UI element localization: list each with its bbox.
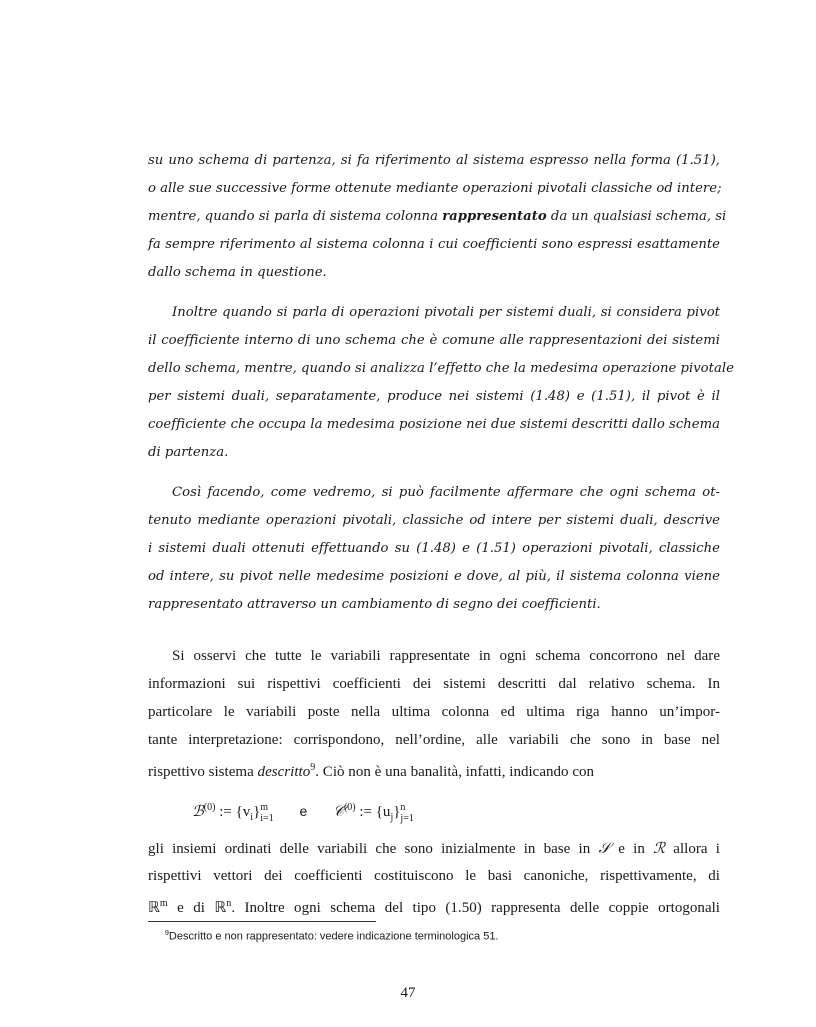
math-limits — [260, 802, 273, 824]
text-line: su uno schema di partenza, si fa riferimento al sistema espresso nella forma (1.51), — [148, 153, 720, 168]
text-line: o alle sue successive forme ottenute mediante operazioni pivotali classiche od intere; — [148, 181, 722, 196]
text-segment: rispettivo sistema — [148, 764, 254, 780]
footnote-text: Descritto e non rappresentato: vedere indicazione terminologica 51. — [168, 930, 499, 943]
text-line: informazioni sui rispettivi coefficienti dei sistemi descritti dal relativo schema. In — [148, 676, 720, 692]
text-line: tante interpretazione: corrispondono, nell’ordine, alle variabili che sono in base nel — [148, 732, 720, 748]
text-segment: e di — [167, 900, 215, 916]
footnote-mark: 9 — [165, 930, 169, 937]
math-sub: j — [390, 812, 394, 823]
text-line: coefficiente che occupa la medesima posizione nei due sistemi descritti dallo schema — [148, 417, 720, 432]
text-segment: allora i — [673, 841, 720, 857]
text-line: particolare le variabili poste nella ultima colonna ed ultima riga hanno un’impor- — [148, 704, 720, 720]
text-line: od intere, su pivot nelle medesime posizioni e dove, al più, il sistema colonna viene — [148, 569, 720, 584]
text-line: per sistemi duali, separatamente, produce nei sistemi (1.48) e (1.51), il pivot è il — [148, 389, 720, 404]
text-line — [148, 895, 720, 917]
text-line: dello schema, mentre, quando si analizza l’effetto che la medesima operazione pivotale — [148, 361, 734, 376]
text-line — [148, 759, 720, 781]
footnote-rule — [148, 921, 376, 922]
text-line — [148, 839, 720, 858]
text-segment: . Ciò non è una banalità, infatti, indicando con — [315, 764, 595, 780]
math-sup: m — [260, 801, 269, 813]
text-line: Così facendo, come vedremo, si può facilmente affermare che ogni schema ot- — [172, 485, 720, 500]
math-text: := {v — [215, 804, 251, 820]
text-line: il coefficiente interno di uno schema che è comune alle rappresentazioni dei sistemi — [148, 333, 720, 348]
math-symbol: ℝ — [214, 900, 227, 916]
math-limits — [400, 802, 413, 824]
math-text: } — [253, 804, 261, 820]
math-sup: n — [226, 898, 232, 909]
math-sup: m — [159, 898, 168, 909]
text-line: tenuto mediante operazioni pivotali, classiche od intere per sistemi duali, descrive — [148, 513, 720, 528]
math-sup: n — [400, 801, 406, 813]
math-symbol: ℛ — [653, 839, 666, 857]
math-sub: j=1 — [400, 812, 414, 824]
math-text: } — [393, 804, 401, 820]
display-formula — [192, 798, 414, 828]
math-symbol: ℬ — [192, 802, 204, 820]
footnote — [165, 927, 499, 944]
text-segment: gli insiemi ordinati delle variabili che sono inizialmente in base in — [148, 841, 591, 857]
text-line — [148, 208, 727, 226]
page-number: 47 — [400, 985, 416, 1001]
text-segment: mentre, quando si parla di sistema colonna — [148, 209, 438, 224]
text-segment: . Inoltre ogni schema del tipo (1.50) rappresenta delle coppie ortogonali — [231, 900, 720, 916]
math-sub: i=1 — [260, 812, 274, 824]
text-line: Inoltre quando si parla di operazioni pivotali per sistemi duali, si considera pivot — [172, 305, 720, 320]
text-line: fa sempre riferimento al sistema colonna i cui coefficienti sono espressi esattamente — [148, 237, 720, 252]
math-sub: i — [250, 812, 254, 823]
math-symbol: 𝒞 — [333, 802, 344, 820]
math-sup: (0) — [343, 802, 356, 813]
text-line: dallo schema in questione. — [148, 265, 327, 280]
math-text: := {u — [355, 804, 391, 820]
math-conj: e — [299, 803, 308, 819]
text-line: rappresentato attraverso un cambiamento di segno dei coefficienti. — [148, 597, 601, 612]
math-symbol: ℝ — [148, 900, 160, 916]
text-segment: da un qualsiasi schema, si — [550, 209, 727, 224]
math-sup: (0) — [203, 802, 216, 813]
text-segment: e in — [618, 841, 645, 857]
emphasis-term: rappresentato — [442, 209, 547, 224]
math-symbol: 𝒮 — [598, 839, 611, 857]
text-line: i sistemi duali ottenuti effettuando su (1.48) e (1.51) operazioni pivotali, classiche — [148, 541, 720, 556]
text-line: di partenza. — [148, 445, 229, 460]
footnote-ref: 9 — [310, 762, 316, 773]
text-line: rispettivi vettori dei coefficienti costituiscono le basi canoniche, rispettivamente, di — [148, 868, 720, 884]
text-line: Si osservi che tutte le variabili rappresentate in ogni schema concorrono nel dare — [172, 648, 720, 664]
emphasis-term: descritto — [257, 764, 311, 780]
